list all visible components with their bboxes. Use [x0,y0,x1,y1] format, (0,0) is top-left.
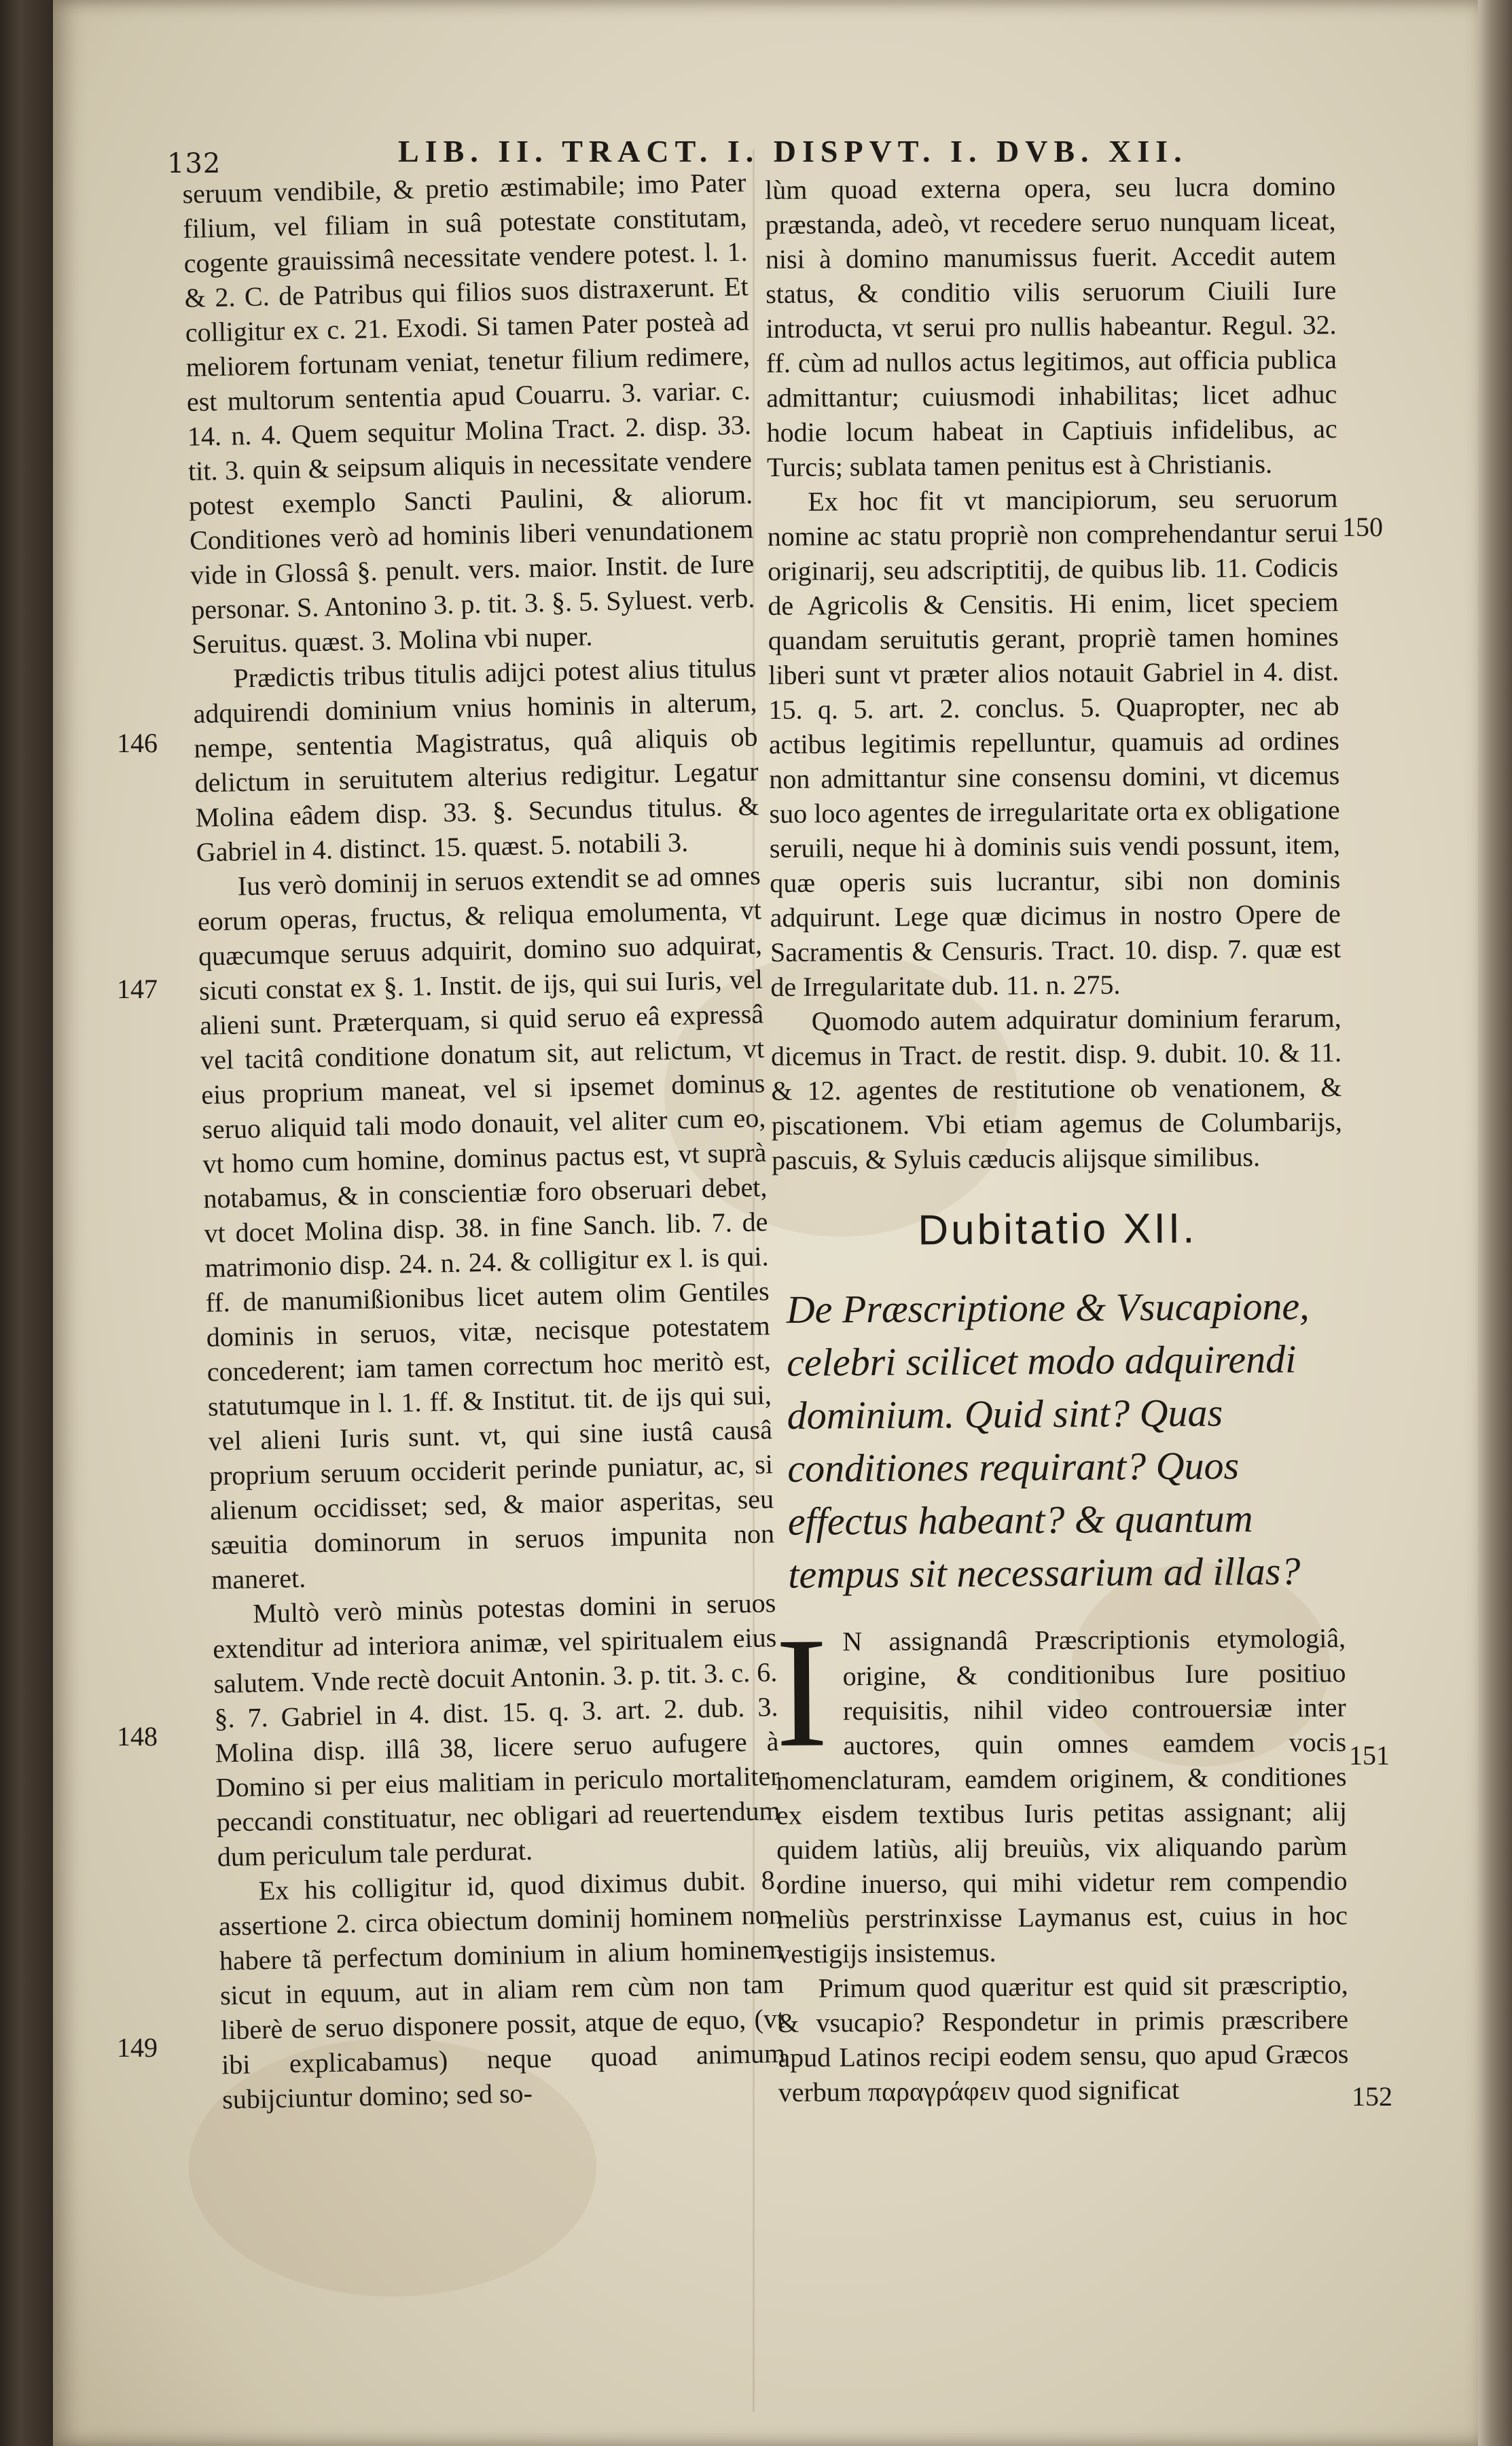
paragraph-151 [774,1605,1348,1971]
paragraph-148: Multò verò minùs potestas domini in seruos extenditur ad interiora animæ, vel spiritualem eius salutem. Vnde rectè docuit Antonin. 3. p. tit. 3. c. 6. §. 7. Gabriel in 4. dist. 15. q. 3. art. 2. dub. 3. Molina disp. illâ 38, licere seruo aufugere à Domino si per eius malitiam in periculo mortaliter peccandi constituatur, nec obligari ad reuertendum dum periculum tale perdurat. [212,1587,781,1873]
margin-number-149: 149 [117,2032,158,2063]
margin-number-147: 147 [117,974,158,1004]
paragraph-152: Primum quod quæritur est quid sit præscriptio, & vsucapio? Respondetur in primis præscribere apud Latinos recipi eodem sensu, quo apud Græcos verbum παραγράφειν quod significat [777,1969,1349,2108]
margin-number-151: 151 [1349,1740,1390,1771]
margin-number-150: 150 [1342,512,1383,542]
paragraph-150b: Quomodo autem adquiratur dominium ferarum, dicemus in Tract. de restit. disp. 9. dubit. 10. & 11. & 12. agentes de restitutione ob venationem, & piscationem. Vbi etiam agemus de Columbarijs, pascuis, & Syluis cæducis alijsque similibus. [770,1002,1342,1175]
paragraph-146: Prædictis tribus titulis adijci potest alius titulus adquirendi dominium vnius hominis in alterum, nempe, sententia Magistratus, quâ aliquis ob delictum in seruitutem alterius redigitur. Legatur Molina eâdem disp. 33. §. Secundus titulus. & Gabriel in 4. distinct. 15. quæst. 5. notabili 3. [193,652,760,868]
dubitatio-heading: Dubitatio XII. [918,1205,1198,1254]
paragraph-continuation: seruum vendibile, & pretio æstimabile; imo Pater filium, vel filiam in suâ potestate constitutam, cogente grauissimâ necessitate vendere potest. l. 1. & 2. C. de Patribus qui filios suos distraxerunt. Et colligitur ex c. 21. Exodi. Si tamen Pater posteà ad meliorem fortunam veniat, tenetur filium redimere, est multorum sententia apud Couarru. 3. variar. c. 14. n. 4. Quem sequitur Molina Tract. 2. disp. 33. tit. 3. quin & seipsum aliquis in necessitate vendere potest exemplo Sancti Paulini, & aliorum. Conditiones verò ad hominis liberi venundationem vide in Glossâ §. penult. vers. maior. Instit. de Iure personar. S. Antonino 3. p. tit. 3. §. 5. Syluest. verb. Seruitus. quæst. 3. Molina vbi nuper. [182,166,755,660]
page-edge [1478,0,1512,2446]
paragraph-151-text: N assignandâ Præscriptionis etymologiâ, origine, & conditionibus Iure positiuo requisitis, nihil video controuersiæ inter auctores, quin omnes eamdem vocis nomenclaturam, eamdem originem, & conditiones ex eisdem textibus Iuris petitas assignant; alij quidem latiùs, alij breuiùs, vix aliquando parùm ordine inuerso, qui mihi videtur rem compendio meliùs perstrinxisse Laymanus est, cuius in hoc vestigijs insistemus. [776,1623,1348,1969]
running-title: LIB. II. TRACT. I. DISPVT. I. DVB. XII. [398,134,1188,169]
right-column [765,169,1349,2110]
paragraph-149: Ex his colligitur id, quod diximus dubit. 8. assertione 2. circa obiectum dominij hominem non habere tã perfectum dominium in alium hominem sicut in equum, aut in aliam rem cùm non tam liberè de seruo disponere possit, atque de equo, (vt ibi explicabamus) neque quoad animum subijciuntur domino; sed so- [218,1864,786,2115]
left-column [182,165,787,2117]
paragraph-150: Ex hoc fit vt mancipiorum, seu seruorum nomine ac statu propriè non comprehendantur serui originarij, seu adscriptitij, de quibus lib. 11. Codicis de Agricolis & Censitis. Hi enim, licet speciem quandam seruitutis gerant, propriè tamen homines liberi sunt vt præter alios notauit Gabriel in 4. dist. 15. q. 5. art. 2. conclus. 5. Quapropter, nec ab actibus legitimis repelluntur, quamuis ad ordines non admittantur sine consensu domini, vt dicemus suo loco agentes de irregularitate orta ex obligatione seruili, neque hi à dominis suis vendi possunt, item, quæ operis suis lucrantur, sibi non dominis adquirunt. Lege quæ dicimus in nostro Opere de Sacramentis & Censuris. Tract. 10. disp. 7. quæ est de Irregularitate dub. 11. n. 275. [767,482,1342,1002]
margin-number-146: 146 [117,728,158,758]
paragraph-147: Ius verò dominij in seruos extendit se ad omnes eorum operas, fructus, & reliqua emolumenta, vt quæcumque seruus adquirit, domino suo adquirat, sicuti constat ex §. 1. Instit. de ijs, qui sui Iuris, vel alieni sunt. Præterquam, si quid seruo eâ expressâ vel tacitâ conditione donatum sit, aut relictum, vt eius proprium maneat, vel si ipsemet dominus seruo aliquid tali modo donauit, vel aliter cum eo, vt homo cum homine, dominus pactus est, vt suprà notabamus, & in conscientiæ foro obseruari debet, vt docet Molina disp. 38. in fine Sanch. lib. 7. de matrimonio disp. 24. n. 24. & colligitur ex l. is qui. ff. de manumißionibus licet autem olim Gentiles dominis in seruos, vitæ, necisque potestatem concederent; iam tamen correctum hoc meritò est, statutumque in l. 1. ff. & Institut. tit. de ijs qui sui, vel alieni Iuris sunt. vt, qui sine iustâ causâ proprium seruum occiderit perinde puniatur, ac, si alienum occidisset; sed, & maior asperitas, seu sæuitia dominorum in seruos impunita non maneret. [197,859,775,1595]
dubitatio-question: De Præscriptione & Vsucapione, celebri scilicet modo adquirendi dominium. Quid sint? Quas conditiones requirant? Quos effectus habeant? & quantum tempus sit necessarium ad illas? [786,1283,1310,1597]
drop-cap: I [774,1605,829,1780]
paragraph-continuation-right: lùm quoad externa opera, seu lucra domino præstanda, adeò, vt recedere seruo nunquam liceat, nisi à domino manumissus fuerit. Accedit autem status, & conditio vilis seruorum Ciuili Iure introducta, vt serui pro nullis habeantur. Regul. 32. ff. cùm ad nullos actus legitimos, aut officia publica admittantur; cuiusmodi inhabilitas; licet adhuc hodie locum habeat in Captiuis infidelibus, ac Turcis; sublata tamen penitus est à Christianis. [765,171,1337,482]
margin-number-152: 152 [1352,2081,1392,2112]
margin-number-148: 148 [117,1721,158,1752]
page-number: 132 [167,148,221,179]
